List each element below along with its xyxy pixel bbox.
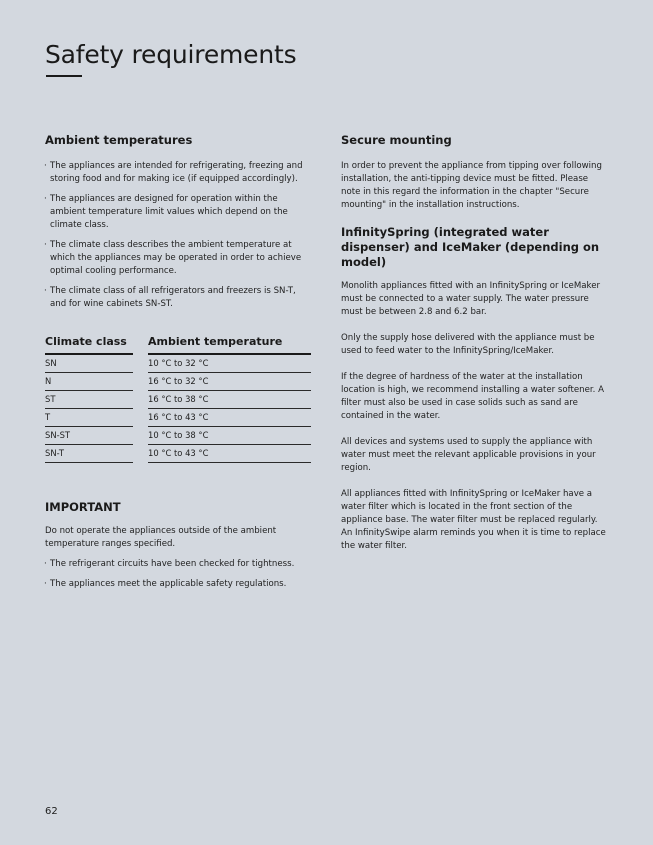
table-row [45, 355, 311, 373]
list-item: · The climate class describes the ambient temperature at which the appliances may be operated in order to achieve optimal cooling performance. [45, 239, 313, 278]
header-climate-class: Climate class [45, 333, 133, 355]
cell-temperature: 16 °C to 43 °C [148, 409, 311, 427]
page-title: Safety requirements [45, 40, 297, 69]
cell-climate-class: N [45, 373, 133, 391]
table-row [45, 391, 311, 409]
cell-temperature: 10 °C to 32 °C [148, 355, 311, 373]
title-underline [46, 75, 82, 77]
paragraph: All appliances fitted with InfinitySpring or IceMaker have a water filter which is located in the front section of the appliance base. The water filter must be replaced regularly. An InfinitySwipe alarm reminds you when it is time to replace the water filter. [341, 489, 606, 551]
important-heading: IMPORTANT [45, 500, 121, 514]
list-item: · The climate class of all refrigerators and freezers is SN-T, and for wine cabinets SN-ST. [45, 285, 313, 311]
cell-temperature: 10 °C to 43 °C [148, 445, 311, 463]
cell-temperature: 16 °C to 32 °C [148, 373, 311, 391]
cell-climate-class: T [45, 409, 133, 427]
cell-climate-class: ST [45, 391, 133, 409]
cell-temperature: 16 °C to 38 °C [148, 391, 311, 409]
paragraph: Only the supply hose delivered with the appliance must be used to feed water to the InfinitySpring/IceMaker. [341, 333, 595, 356]
cell-climate-class: SN-ST [45, 427, 133, 445]
important-section [45, 500, 313, 598]
climate-class-table [45, 333, 311, 463]
cell-climate-class: SN [45, 355, 133, 373]
table-header-row [45, 333, 311, 355]
paragraph: All devices and systems used to supply the appliance with water must meet the relevant applicable provisions in your region. [341, 437, 596, 473]
right-column [341, 133, 609, 566]
secure-mounting-heading: Secure mounting [341, 133, 452, 147]
secure-mounting-text: In order to prevent the appliance from tipping over following installation, the anti-tipping device must be fitted. Please note in this regard the information in the chapter "Secure mounting" in the installation instructions. [341, 161, 602, 210]
list-item: · The appliances meet the applicable safety regulations. [45, 578, 313, 591]
important-bullets [45, 558, 313, 591]
header-ambient-temperature: Ambient temperature [148, 333, 311, 355]
table-row [45, 445, 311, 463]
paragraph: Monolith appliances fitted with an InfinitySpring or IceMaker must be connected to a water supply. The water pressure must be between 2.8 and 6.2 bar. [341, 281, 601, 317]
cell-temperature: 10 °C to 38 °C [148, 427, 311, 445]
table-row [45, 373, 311, 391]
table-row [45, 409, 311, 427]
cell-climate-class: SN-T [45, 445, 133, 463]
infinityspring-heading: InfinitySpring (integrated water dispenser) and IceMaker (depending on model) [341, 225, 600, 269]
page-number: 62 [45, 806, 58, 817]
list-item: · The refrigerant circuits have been checked for tightness. [45, 558, 313, 571]
list-item: · The appliances are intended for refrigerating, freezing and storing food and for making ice (if equipped accordingly). [45, 160, 313, 186]
ambient-temperatures-heading: Ambient temperatures [45, 133, 193, 147]
important-text: Do not operate the appliances outside of the ambient temperature ranges specified. [45, 526, 277, 549]
table-row [45, 427, 311, 445]
paragraph: If the degree of hardness of the water at the installation location is high, we recommend installing a water softener. A filter must also be used in case solids such as sand are contained in the water. [341, 372, 604, 421]
ambient-temperatures-section [45, 133, 313, 318]
list-item: · The appliances are designed for operation within the ambient temperature limit values which depend on the climate class. [45, 193, 313, 232]
ambient-bullets [45, 160, 313, 311]
